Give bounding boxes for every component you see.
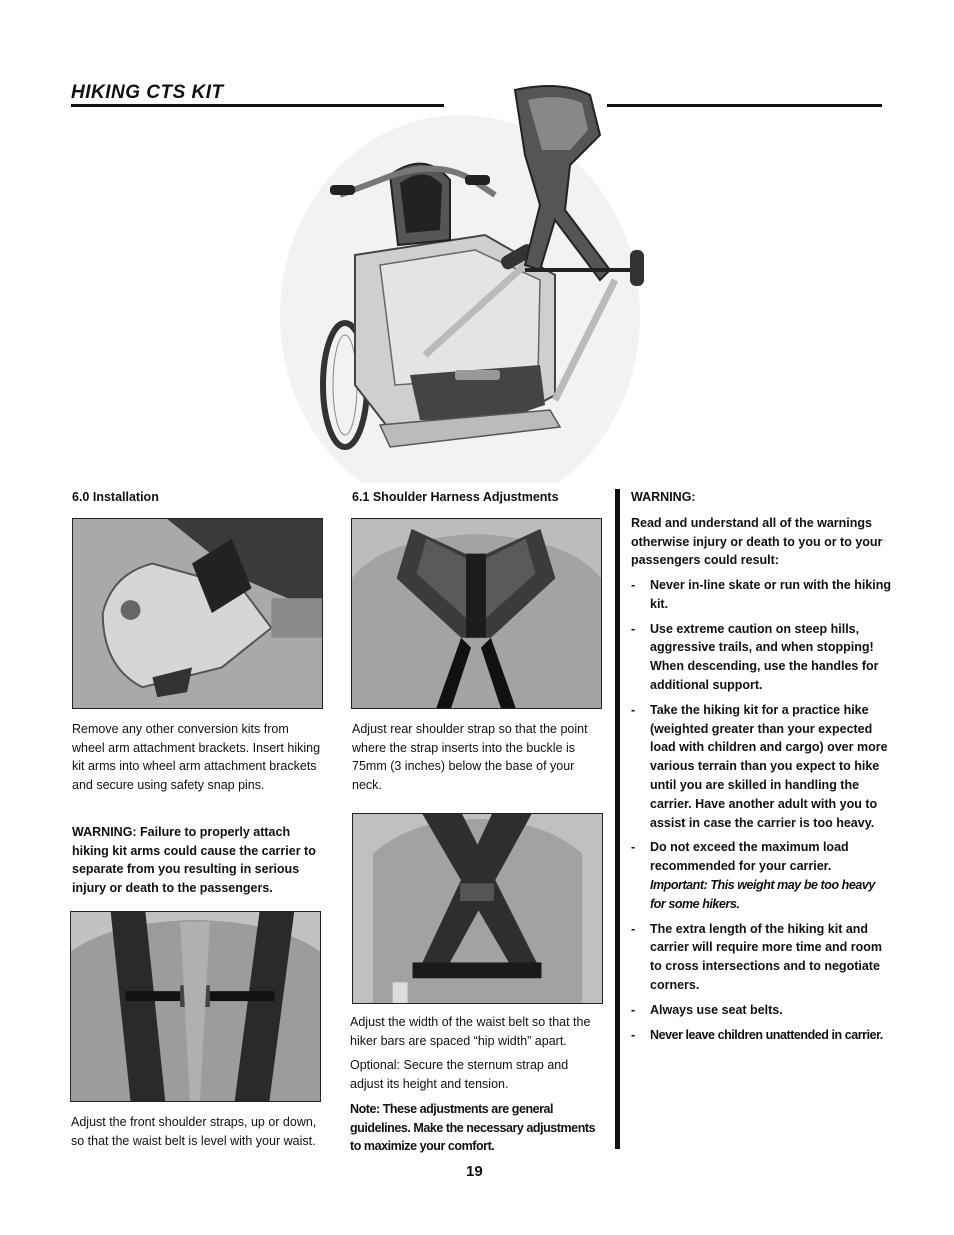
- installation-warning: WARNING: Failure to properly attach hiking kit arms could cause the carrier to separate from you resulting in serious injury or death to the passengers.: [72, 825, 316, 895]
- harness-optional: Optional: Secure the sternum strap and adjust its height and tension.: [350, 1058, 569, 1091]
- photo-front-straps: [70, 911, 321, 1102]
- list-item: - Never in-line skate or run with the hiking kit.: [631, 578, 892, 611]
- list-item: - Take the hiking kit for a practice hike (weighted greater than your expected load with children and cargo) over more various terrain than you expect to hike until you are skilled in handling the carrier. Have another adult with you to assist in case the carrier is too heavy.: [631, 702, 888, 830]
- harness-heading: 6.1 Shoulder Harness Adjustments: [352, 490, 559, 504]
- page-number: 19: [466, 1163, 483, 1180]
- weight-note: Important: This weight may be too heavy for some hikers.: [650, 877, 875, 911]
- hero-carrier-image: [270, 55, 670, 483]
- list-item: - Never leave children unattended in carrier.: [631, 1027, 883, 1042]
- warnings-list: [631, 576, 891, 1050]
- page-title: HIKING CTS KIT: [71, 82, 224, 103]
- list-item: - Do not exceed the maximum load recommended for your carrier. Important: This weight may be too heavy for some hikers.: [631, 840, 875, 911]
- installation-heading: 6.0 Installation: [72, 490, 159, 504]
- warnings-intro: Read and understand all of the warnings otherwise injury or death to you or to your passengers could result:: [631, 516, 883, 567]
- installation-caption: Adjust the front shoulder straps, up or down, so that the waist belt is level with your waist.: [71, 1115, 317, 1148]
- column-divider: [615, 489, 620, 1149]
- harness-note: Note: These adjustments are general guidelines. Make the necessary adjustments to maximize your comfort.: [350, 1102, 596, 1153]
- warnings-heading: WARNING:: [631, 490, 696, 504]
- list-item: - Use extreme caution on steep hills, aggressive trails, and when stopping! When descending, use the handles for additional support.: [631, 621, 879, 692]
- photo-wheel-arm-bracket: [72, 518, 323, 709]
- installation-text: Remove any other conversion kits from wheel arm attachment brackets. Insert hiking kit arms into wheel arm attachment brackets and secure using safety snap pins.: [72, 722, 321, 792]
- harness-caption-1: Adjust rear shoulder strap so that the point where the strap inserts into the buckle is 75mm (3 inches) below the base of your neck.: [352, 722, 588, 792]
- list-item: - The extra length of the hiking kit and carrier will require more time and room to cross intersections and to negotiate corners.: [631, 921, 883, 992]
- photo-rear-shoulder-strap: [351, 518, 602, 709]
- list-item: - Always use seat belts.: [631, 1002, 783, 1017]
- photo-waist-belt: [352, 813, 603, 1004]
- harness-caption-2: Adjust the width of the waist belt so that the hiker bars are spaced “hip width” apart.: [350, 1015, 591, 1048]
